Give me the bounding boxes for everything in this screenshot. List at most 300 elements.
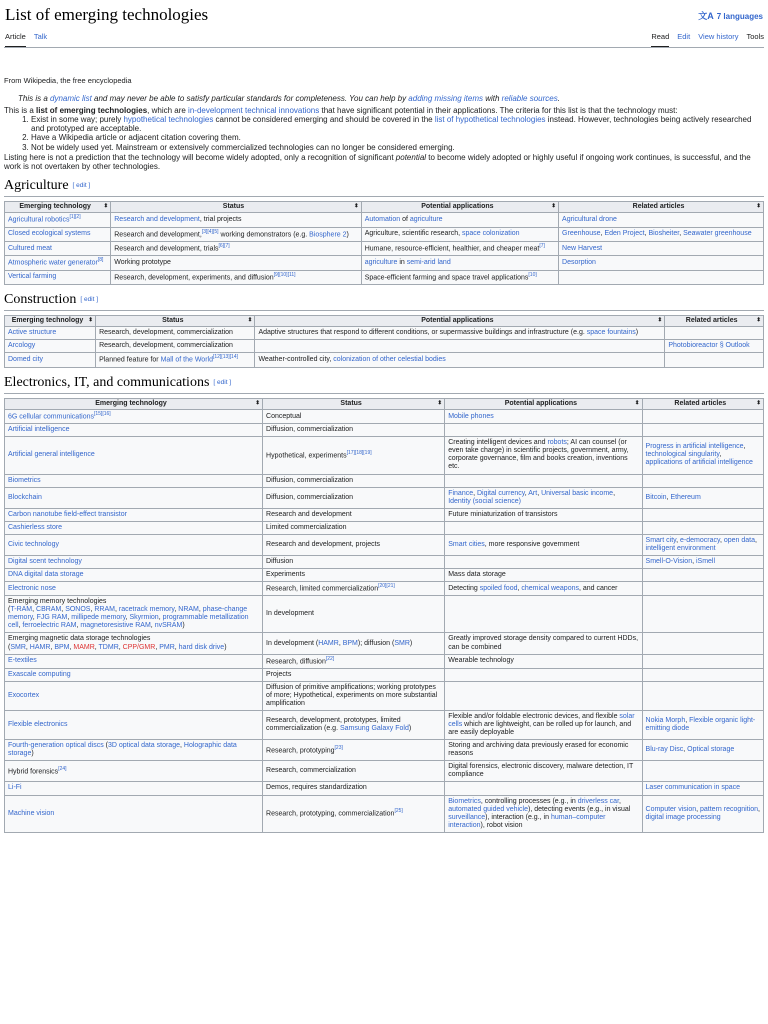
cell-text: Weather-controlled city, xyxy=(258,356,334,364)
cell-text: , xyxy=(69,643,74,651)
cell-link[interactable]: Arcology xyxy=(8,342,36,350)
table-elec xyxy=(4,398,764,833)
dynamic-list-link[interactable]: dynamic list xyxy=(50,93,92,103)
cell-link[interactable]: Active structure xyxy=(8,329,57,337)
table-row xyxy=(5,740,764,761)
table-cell xyxy=(445,668,642,681)
cell-link[interactable]: Laser communication in space xyxy=(645,784,741,792)
table-cell xyxy=(445,795,642,832)
cell-link[interactable]: e-democracy xyxy=(680,536,720,544)
table-cell xyxy=(5,508,263,521)
cell-link[interactable]: Vertical farming xyxy=(8,273,57,281)
table-cell xyxy=(5,437,263,474)
languages-label: 7 languages xyxy=(716,11,763,21)
citation-ref[interactable]: [25] xyxy=(394,807,403,814)
cell-link[interactable]: space fountains xyxy=(586,329,636,337)
cell-link[interactable]: Biometrics xyxy=(8,476,41,484)
tab-tools[interactable]: Tools xyxy=(746,32,764,41)
section-title: Electronics, IT, and communications xyxy=(4,374,210,390)
cell-link[interactable]: semi-arid land xyxy=(406,259,451,267)
cell-link[interactable]: Flexible electronics xyxy=(8,721,68,729)
cell-text: Research, prototyping xyxy=(266,746,335,754)
list-item: 2. Have a Wikipedia article or adjacent citation covering them. xyxy=(31,133,764,142)
column-header[interactable]: Related articles ⬍ xyxy=(559,202,764,213)
cell-link[interactable]: T-RAM xyxy=(10,606,33,614)
in-development-link[interactable]: in-development technical innovations xyxy=(188,105,320,115)
citation-ref[interactable]: [9][10][11] xyxy=(273,271,296,278)
cell-link[interactable]: Smart cities xyxy=(448,540,485,548)
column-header[interactable]: Potential applications ⬍ xyxy=(255,316,665,327)
intro-paragraph: This is a list of emerging technologies, which are in-development technical innovations that have significant potential in their applications. The criteria for this list is that the technology must: xyxy=(4,105,678,115)
cell-link[interactable]: Ethereum xyxy=(670,493,701,501)
cell-text: , xyxy=(18,622,23,630)
column-header[interactable]: Status ⬍ xyxy=(96,316,255,327)
table-cell xyxy=(445,487,642,508)
citation-ref[interactable]: [15][16] xyxy=(93,410,111,417)
cell-link[interactable]: Exocortex xyxy=(8,692,40,700)
cell-link[interactable]: SMR xyxy=(10,643,26,651)
table-cons xyxy=(4,315,764,368)
table-cell xyxy=(445,581,642,595)
table-cell xyxy=(5,521,263,534)
citation-ref[interactable]: [1][2] xyxy=(69,214,81,221)
cell-link[interactable]: FJG RAM xyxy=(36,614,68,622)
cell-text: Projects xyxy=(266,670,292,678)
column-header[interactable]: Potential applications ⬍ xyxy=(361,202,558,213)
cell-text: , xyxy=(517,584,522,592)
cell-link[interactable]: DNA digital data storage xyxy=(8,570,84,578)
cell-link[interactable]: Biosphere 2 xyxy=(309,230,347,238)
list-hypothetical-link[interactable]: list of hypothetical technologies xyxy=(434,115,546,124)
table-cell xyxy=(559,270,764,284)
cell-link[interactable]: Digital scent technology xyxy=(8,557,82,565)
cell-link[interactable]: 6G cellular communications xyxy=(8,413,94,421)
cell-link[interactable]: Eden Project xyxy=(604,230,645,238)
cell-redlink[interactable]: CPP/GMR xyxy=(122,643,156,651)
table-cell xyxy=(642,633,763,654)
table-cell xyxy=(445,409,642,423)
cell-text: , xyxy=(524,489,529,497)
table-cell xyxy=(5,487,263,508)
cell-link[interactable]: Greenhouse xyxy=(562,230,601,238)
cell-link[interactable]: CBRAM xyxy=(36,606,62,614)
citation-ref[interactable]: [12][13][14] xyxy=(212,354,238,361)
cell-text: , xyxy=(644,230,649,238)
cell-text: Hypothetical, experiments xyxy=(266,452,347,460)
table-cell xyxy=(445,521,642,534)
cell-text: Research, development, prototypes, limited commercialization (e.g. xyxy=(266,717,401,733)
cell-link[interactable]: digital image processing xyxy=(645,813,721,821)
cell-link[interactable]: Bitcoin xyxy=(645,493,667,501)
table-cell xyxy=(445,555,642,568)
cell-link[interactable]: millipede memory xyxy=(71,614,126,622)
cell-text: , xyxy=(25,643,30,651)
cell-link[interactable]: Automation xyxy=(364,215,401,223)
cell-text: Limited commercialization xyxy=(266,523,347,531)
cell-link[interactable]: nvSRAM xyxy=(154,622,183,630)
cell-text: , xyxy=(174,606,179,614)
cell-link[interactable]: pattern recognition xyxy=(700,805,758,813)
cell-link[interactable]: Nokia Morph xyxy=(645,717,686,725)
table-row xyxy=(5,782,764,795)
cell-link[interactable]: Seawater greenhouse xyxy=(683,230,752,238)
table-cell xyxy=(263,581,445,595)
cell-link[interactable]: agriculture xyxy=(409,215,443,223)
cell-link[interactable]: E-textiles xyxy=(8,657,37,665)
table-row xyxy=(5,795,764,832)
article-body xyxy=(4,77,764,837)
table-row xyxy=(5,682,764,711)
table-cell xyxy=(255,340,665,353)
table-cell xyxy=(5,633,263,654)
column-header[interactable]: Related articles ⬍ xyxy=(642,398,763,409)
edit-section-link[interactable]: [ edit ] xyxy=(213,378,232,386)
table-cell xyxy=(111,227,361,241)
cell-link[interactable]: robots xyxy=(547,439,567,447)
citation-ref[interactable]: [7] xyxy=(539,243,545,250)
page-title: List of emerging technologies xyxy=(5,5,209,24)
cell-link[interactable]: Universal basic income xyxy=(541,489,614,497)
table-cell xyxy=(5,327,96,340)
cell-link[interactable]: NRAM xyxy=(178,606,199,614)
cell-link[interactable]: Domed city xyxy=(8,356,44,364)
cell-link[interactable]: Li-Fi xyxy=(8,784,22,792)
cell-link[interactable]: Progress in artificial intelligence xyxy=(645,443,744,451)
cell-text: ) xyxy=(409,639,413,647)
reliable-sources-link[interactable]: reliable sources xyxy=(501,93,558,103)
cell-link[interactable]: surveillance xyxy=(448,813,486,821)
cell-text: Diffusion, commercialization xyxy=(266,476,354,484)
tab-read[interactable]: Read xyxy=(651,33,669,47)
cell-text: Mass data storage xyxy=(448,570,506,578)
cell-text: , xyxy=(685,717,690,725)
cell-link[interactable]: Artificial intelligence xyxy=(8,426,70,434)
tab-view-history[interactable]: View history xyxy=(698,32,739,41)
cell-link[interactable]: space colonization xyxy=(461,230,520,238)
cell-link[interactable]: Artificial general intelligence xyxy=(8,451,95,459)
table-cell xyxy=(445,711,642,740)
table-row xyxy=(5,424,764,437)
cell-link[interactable]: Agricultural drone xyxy=(562,215,617,223)
cell-link[interactable]: Carbon nanotube field-effect transistor xyxy=(8,510,127,518)
cell-text: , xyxy=(32,606,37,614)
citation-ref[interactable]: [3][4][5] xyxy=(201,228,219,235)
cell-text: , xyxy=(600,230,605,238)
edit-section-link[interactable]: [ edit ] xyxy=(72,182,91,190)
cell-text: , xyxy=(537,489,542,497)
tab-article[interactable]: Article xyxy=(5,33,26,47)
cell-link[interactable]: chemical weapons xyxy=(521,584,579,592)
table-cell xyxy=(263,437,445,474)
table-cell xyxy=(361,213,558,227)
cell-text: ; AI can counsel (or even take charge) in scientific projects, government, army, corporate governance, film and books creation, inventions etc. xyxy=(448,439,629,471)
cell-link[interactable]: Exascale computing xyxy=(8,670,71,678)
cell-text: , xyxy=(198,606,203,614)
cell-link[interactable]: Holographic data storage xyxy=(8,742,237,758)
table-row xyxy=(5,633,764,654)
table-cell xyxy=(445,508,642,521)
table-cell xyxy=(5,711,263,740)
cell-text: In development xyxy=(266,610,314,618)
table-cell xyxy=(5,795,263,832)
cell-link[interactable]: Flexible organic light-emitting diode xyxy=(645,717,756,733)
citation-ref[interactable]: [23] xyxy=(334,744,343,751)
cell-link[interactable]: Blockchain xyxy=(8,493,42,501)
table-cell xyxy=(263,761,445,782)
table-cell xyxy=(642,581,763,595)
table-cell xyxy=(5,581,263,595)
cell-link[interactable]: Civic technology xyxy=(8,540,59,548)
cell-link[interactable]: intelligent environment xyxy=(645,544,716,552)
cell-link[interactable]: 3D optical data storage xyxy=(108,742,180,750)
cell-link[interactable]: Cultured meat xyxy=(8,244,52,252)
cell-text: , xyxy=(118,643,123,651)
cell-text: ) xyxy=(635,329,639,337)
citation-ref[interactable]: [17][18][19] xyxy=(346,449,372,456)
cell-link[interactable]: Blu-ray Disc xyxy=(645,746,684,754)
column-header[interactable]: Emerging technology ⬍ xyxy=(5,202,111,213)
cell-link[interactable]: Atmospheric water generator xyxy=(8,259,98,267)
cell-link[interactable]: applications of artificial intelligence xyxy=(645,459,753,467)
translate-icon: 文A xyxy=(698,11,714,21)
cell-link[interactable]: RRAM xyxy=(94,606,115,614)
cell-text: , xyxy=(90,606,95,614)
column-header[interactable]: Status ⬍ xyxy=(111,202,361,213)
cell-text: ), interaction (e.g., in xyxy=(485,813,551,821)
cell-text: of xyxy=(400,215,410,223)
cell-link[interactable]: racetrack memory xyxy=(118,606,175,614)
cell-text: Greatly improved storage density compared to current HDDs, can be combined xyxy=(448,635,639,651)
table-cell xyxy=(5,668,263,681)
citation-ref[interactable]: [22] xyxy=(325,655,335,662)
cell-link[interactable]: phase-change memory xyxy=(8,606,248,622)
table-cell xyxy=(263,682,445,711)
table-cell xyxy=(642,761,763,782)
cell-link[interactable]: human–computer interaction xyxy=(448,813,606,829)
cell-link[interactable]: Desorption xyxy=(562,259,596,267)
cell-text: , xyxy=(32,614,37,622)
cell-link[interactable]: Biometrics xyxy=(448,797,481,805)
table-cell xyxy=(5,213,111,227)
table-row xyxy=(5,327,764,340)
cell-link[interactable]: BPM xyxy=(342,639,358,647)
cell-link[interactable]: Mobile phones xyxy=(448,412,494,420)
cell-text: , xyxy=(155,643,160,651)
table-cell xyxy=(5,424,263,437)
cell-text: Research, development, experiments, and diffusion xyxy=(114,274,274,282)
table-cell xyxy=(5,340,96,353)
cell-link[interactable]: Art xyxy=(528,489,538,497)
table-cell xyxy=(263,740,445,761)
table-cell xyxy=(445,740,642,761)
cell-link[interactable]: Smart city xyxy=(645,536,677,544)
section-title: Construction xyxy=(4,292,77,308)
cell-link[interactable]: Finance xyxy=(448,489,474,497)
cell-link[interactable]: iSmell xyxy=(695,557,716,565)
cell-link[interactable]: Machine vision xyxy=(8,809,55,817)
cell-link[interactable]: TDMR xyxy=(98,643,119,651)
cell-text: Diffusion, commercialization xyxy=(266,493,354,501)
column-header[interactable]: Status ⬍ xyxy=(263,398,445,409)
cell-text: ( xyxy=(8,606,11,614)
cell-link[interactable]: agriculture xyxy=(364,259,398,267)
citation-ref[interactable]: [20][21] xyxy=(378,582,395,589)
cell-text: , xyxy=(613,489,616,497)
table-cell xyxy=(263,596,445,633)
table-cell xyxy=(5,256,111,270)
cell-link[interactable]: automated guided vehicle xyxy=(448,805,528,813)
section-heading-cons xyxy=(4,292,764,311)
table-cell xyxy=(445,761,642,782)
cell-link[interactable]: programmable metallization cell xyxy=(8,614,249,630)
table-cell xyxy=(263,782,445,795)
cell-text: Adaptive structures that respond to different conditions, or supermassive buildings and infrastructure (e.g. xyxy=(258,329,587,337)
cell-text: , xyxy=(125,614,130,622)
cell-text: ) xyxy=(346,230,349,238)
table-header-row xyxy=(5,202,764,213)
cell-link[interactable]: Computer vision xyxy=(645,805,697,813)
citation-ref[interactable]: [10] xyxy=(528,271,537,278)
table-row xyxy=(5,256,764,270)
cell-text: , xyxy=(158,614,163,622)
table-cell xyxy=(642,682,763,711)
tab-talk[interactable]: Talk xyxy=(33,32,48,41)
listing-paragraph: Listing here is not a prediction that the technology will become widely adopted, only a recognition of significant potential to become widely adopted or highly useful if ongoing work continues, is successful, and the work is not overtaken by other technologies. xyxy=(4,152,751,171)
hatnote: This is a dynamic list and may never be able to satisfy particular standards for completeness. You can help by adding missing items with reliable sources. xyxy=(18,93,560,103)
cell-text: ), detecting events (e.g., in visual xyxy=(527,805,631,813)
cell-link[interactable]: Skyrmion xyxy=(129,614,159,622)
cell-link[interactable]: solar cells xyxy=(448,713,635,729)
cell-text: , xyxy=(692,557,696,565)
cell-text: Flexible and/or foldable electronic devices, and flexible xyxy=(448,713,620,721)
table-cell xyxy=(255,327,665,340)
table-cell xyxy=(5,782,263,795)
adding-missing-items-link[interactable]: adding missing items xyxy=(408,93,483,103)
table-cell xyxy=(642,568,763,581)
cell-link[interactable]: Photobioreactor § Outlook xyxy=(668,342,750,350)
edit-section-link[interactable]: [ edit ] xyxy=(80,296,99,304)
cell-text: , xyxy=(683,746,688,754)
table-cell xyxy=(642,555,763,568)
cell-link[interactable]: Samsung Galaxy Fold xyxy=(339,725,409,733)
cell-link[interactable]: HAMR xyxy=(29,643,51,651)
table-cell xyxy=(445,437,642,474)
table-row xyxy=(5,487,764,508)
table-cell xyxy=(96,340,255,353)
cell-link[interactable]: open data xyxy=(723,536,756,544)
tagline: From Wikipedia, the free encyclopedia xyxy=(4,76,132,85)
table-cell xyxy=(642,668,763,681)
table-cell xyxy=(5,555,263,568)
cell-text: , xyxy=(719,536,724,544)
hypothetical-tech-link[interactable]: hypothetical technologies xyxy=(123,115,214,124)
cell-link[interactable]: New Harvest xyxy=(562,244,603,252)
cell-text: , xyxy=(115,606,119,614)
cell-link[interactable]: Closed ecological systems xyxy=(8,230,91,238)
citation-ref[interactable]: [24] xyxy=(58,765,67,772)
table-cell xyxy=(263,474,445,487)
cell-text: , xyxy=(696,805,700,813)
cell-text: ) xyxy=(182,622,185,630)
cell-link[interactable]: Fourth-generation optical discs xyxy=(8,742,104,750)
table-header-row xyxy=(5,398,764,409)
cell-link[interactable]: Electronic nose xyxy=(8,584,56,592)
cell-text: Diffusion of primitive amplifications; working prototypes of more; Hypothetical, experiments on more substantial amplification xyxy=(266,684,438,708)
cell-text: , xyxy=(719,451,722,459)
cell-text: Creating intelligent devices and xyxy=(448,439,548,447)
cell-link[interactable]: colonization of other celestial bodies xyxy=(333,356,446,364)
tab-edit[interactable]: Edit xyxy=(677,32,691,41)
cell-link[interactable]: technological singularity xyxy=(645,451,720,459)
cell-link[interactable]: ferroelectric RAM xyxy=(22,622,77,630)
languages-button[interactable] xyxy=(698,11,763,21)
table-cell xyxy=(445,682,642,711)
citation-ref[interactable]: [6][7] xyxy=(218,243,230,250)
cell-link[interactable]: Mall of the World xyxy=(160,356,213,364)
cell-link[interactable]: Research and development xyxy=(114,215,200,223)
cell-link[interactable]: hard disk drive xyxy=(178,643,225,651)
table-cell xyxy=(5,654,263,668)
cell-text: , controlling processes (e.g., in xyxy=(480,797,578,805)
citation-ref[interactable]: [8] xyxy=(97,257,104,264)
cell-link[interactable]: HAMR xyxy=(318,639,339,647)
table-cell xyxy=(559,213,764,227)
cell-redlink[interactable]: MAMR xyxy=(73,643,95,651)
cell-text: Emerging magnetic data storage technologies xyxy=(8,635,151,643)
cell-link[interactable]: Agricultural robotics xyxy=(8,216,70,224)
cell-text: , xyxy=(67,614,72,622)
column-header[interactable]: Emerging technology ⬍ xyxy=(5,398,263,409)
cell-text: Storing and archiving data previously erased for economic reasons xyxy=(448,742,629,758)
table-row xyxy=(5,596,764,633)
cell-link[interactable]: Optical storage xyxy=(687,746,735,754)
cell-text: Emerging memory technologies xyxy=(8,598,107,606)
cell-text: , xyxy=(666,493,671,501)
cell-link[interactable]: BPM xyxy=(54,643,70,651)
cell-text: Future miniaturization of transistors xyxy=(448,510,558,518)
table-cell xyxy=(642,740,763,761)
column-header[interactable]: Related articles ⬍ xyxy=(665,316,764,327)
cell-link[interactable]: SONOS xyxy=(65,606,91,614)
cell-text: Planned feature for xyxy=(99,356,161,364)
cell-link[interactable]: Smell-O-Vision xyxy=(645,557,693,565)
cell-text: Research, commercialization xyxy=(266,767,356,775)
cell-link[interactable]: Biosheiter xyxy=(648,230,680,238)
table-cell xyxy=(111,213,361,227)
cell-text: Hybrid forensics xyxy=(8,768,59,776)
cell-link[interactable]: Digital currency xyxy=(477,489,525,497)
cell-link[interactable]: Cashierless store xyxy=(8,523,63,531)
cell-link[interactable]: SMR xyxy=(394,639,410,647)
cell-link[interactable]: PMR xyxy=(159,643,175,651)
table-row xyxy=(5,353,764,367)
column-header[interactable]: Potential applications ⬍ xyxy=(445,398,642,409)
section-heading-agri xyxy=(4,178,764,197)
cell-text: , xyxy=(50,643,55,651)
cell-link[interactable]: driverless car xyxy=(577,797,620,805)
column-header[interactable]: Emerging technology ⬍ xyxy=(5,316,96,327)
section-heading-elec xyxy=(4,375,764,394)
table-row xyxy=(5,668,764,681)
cell-text: , xyxy=(679,230,684,238)
table-header-row xyxy=(5,316,764,327)
cell-link[interactable]: magnetoresistive RAM xyxy=(80,622,151,630)
table-cell xyxy=(255,353,665,367)
cell-text: Research and development, projects xyxy=(266,540,381,548)
cell-link[interactable]: spoiled food xyxy=(479,584,518,592)
cell-link[interactable]: Identity (social science) xyxy=(448,497,521,505)
cell-text: Research and development xyxy=(266,510,352,518)
